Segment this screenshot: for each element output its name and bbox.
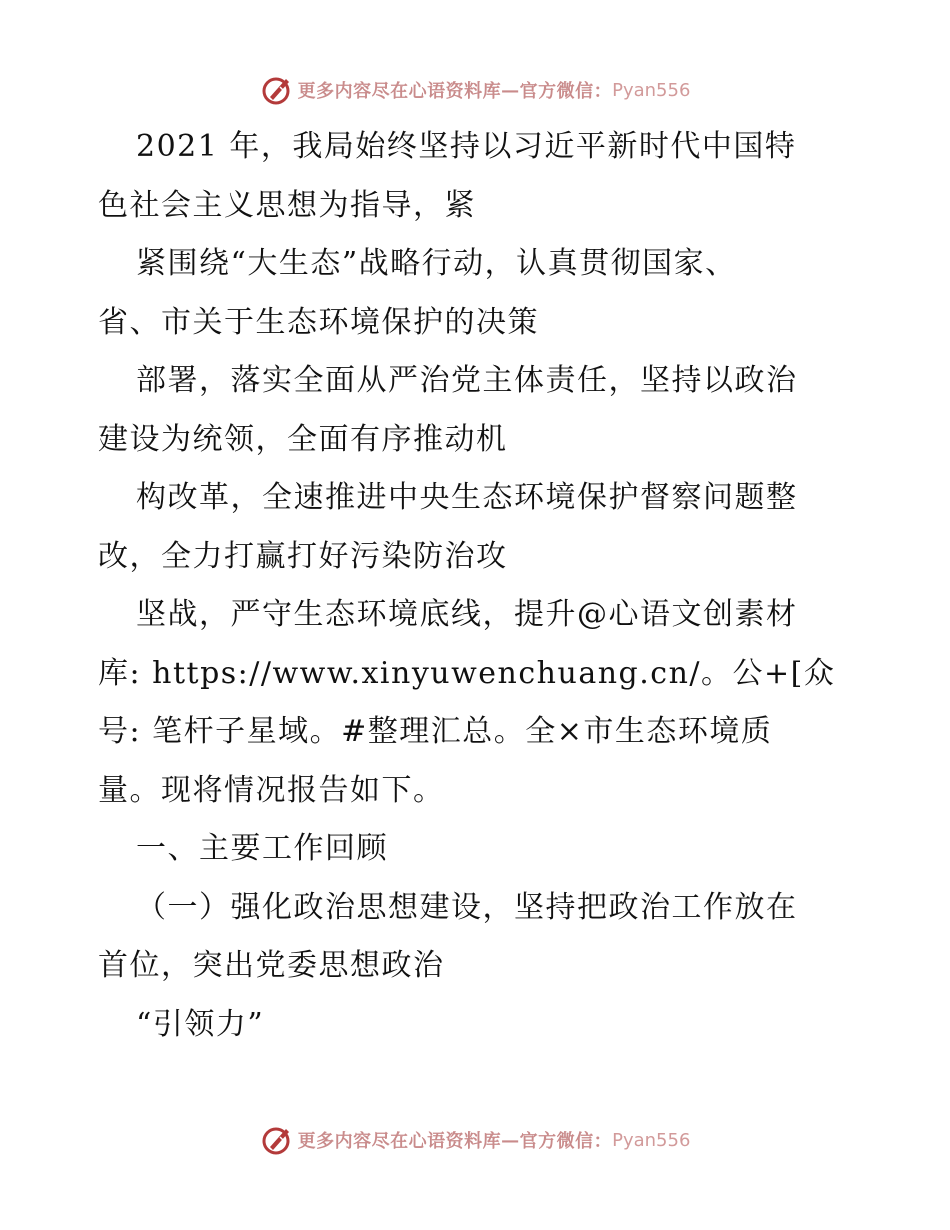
watermark-contact-label: 官方微信： — [519, 81, 613, 102]
watermark-text: 更多内容尽在心语资料库 — [297, 1131, 502, 1152]
quill-logo-icon — [260, 73, 294, 107]
watermark-contact-id: Pyan556 — [612, 1129, 691, 1151]
text-line: 改，全力打赢打好污染防治攻 — [98, 538, 508, 574]
text-line: 建设为统领，全面有序推动机 — [98, 421, 508, 457]
text-line: 部署，落实全面从严治党主体责任，坚持以政治 — [136, 363, 798, 398]
text-line: “引领力” — [136, 1006, 265, 1042]
watermark-dash: — — [501, 79, 520, 101]
document-body — [98, 118, 858, 1054]
text-line: （一）强化政治思想建设，坚持把政治工作放在 — [136, 889, 798, 925]
text-line: 号: 笔杆子星域。#整理汇总。全×市生态环境质 — [98, 714, 773, 749]
text-line: 紧围绕“大生态”战略行动，认真贯彻国家、 — [136, 246, 737, 281]
text-line: 省、市关于生态环境保护的决策 — [98, 304, 539, 340]
watermark-contact-id: Pyan556 — [612, 79, 691, 101]
watermark-contact-label: 官方微信： — [519, 1131, 613, 1152]
text-line: 2021 年，我局始终坚持以习近平新时代中国特 — [136, 129, 797, 164]
text-line: 构改革，全速推进中央生态环境保护督察问题整 — [136, 480, 798, 515]
text-line: 色社会主义思想为指导，紧 — [98, 187, 476, 223]
quill-logo-icon — [260, 1123, 294, 1157]
text-line: 一、主要工作回顾 — [136, 831, 388, 866]
text-line: 首位，突出党委思想政治 — [98, 948, 445, 983]
watermark-dash: — — [501, 1129, 520, 1151]
watermark-text: 更多内容尽在心语资料库 — [297, 81, 502, 102]
text-line: 库: https://www.xinyuwenchuang.cn/。公+[众 — [98, 655, 836, 691]
header-watermark — [0, 70, 950, 110]
footer-watermark — [0, 1120, 950, 1160]
text-line: 坚战，严守生态环境底线，提升@心语文创素材 — [136, 597, 798, 632]
text-line: 量。现将情况报告如下。 — [98, 772, 445, 808]
